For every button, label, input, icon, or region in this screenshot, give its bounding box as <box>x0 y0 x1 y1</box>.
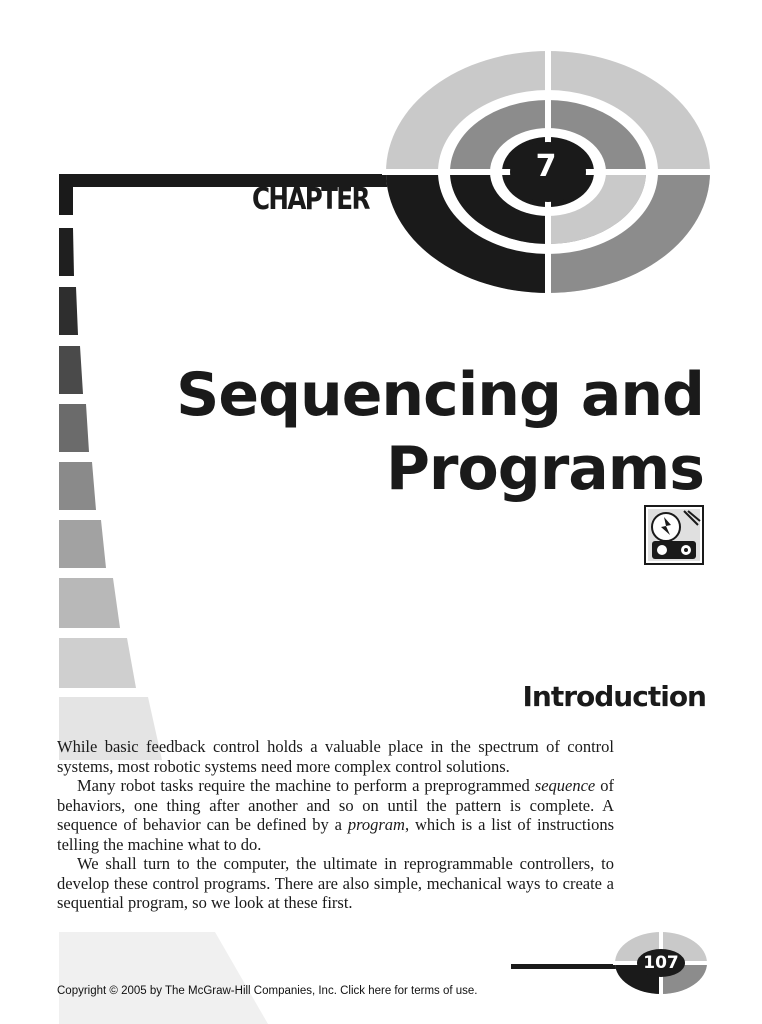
paragraph-3: We shall turn to the computer, the ultimate in reprogrammable controllers, to develop these control programs. There are also simple, mechanical ways to create a sequential program, so we look at these first. <box>57 854 614 912</box>
stripe-8 <box>59 638 136 688</box>
stripe-2 <box>59 287 78 335</box>
body-text <box>57 737 614 913</box>
paragraph-2 <box>57 776 614 854</box>
page-number: 107 <box>643 953 679 973</box>
paragraph-2-part-3: , which is a list of instructions telling the machine what to do. <box>57 815 614 854</box>
chapter-label: CHAPTER <box>252 182 369 217</box>
stripe-7 <box>59 578 120 628</box>
chapter-title-line-2: Programs <box>385 434 704 504</box>
chapter-number: 7 <box>535 149 557 184</box>
section-heading: Introduction <box>522 680 706 713</box>
paragraph-2-part-1: Many robot tasks require the machine to perform a preprogrammed <box>77 776 535 795</box>
paragraph-2-part-2: of behaviors, one thing after another and so on until the pattern is complete. A sequence of behavior can be defined by a <box>57 776 614 834</box>
chapter-title <box>176 358 704 506</box>
stripe-1 <box>59 228 74 276</box>
stripe-4 <box>59 404 89 452</box>
stripe-5 <box>59 462 96 510</box>
stripe-10 <box>59 932 268 1024</box>
term-sequence: sequence <box>534 776 596 795</box>
chapter-title-line-1: Sequencing and <box>176 360 704 430</box>
copyright-link[interactable]: Copyright © 2005 by The McGraw-Hill Companies, Inc. Click here for terms of use. <box>57 985 478 997</box>
term-program: program <box>347 815 405 834</box>
stripe-6 <box>59 520 106 568</box>
robot-icon <box>644 505 704 565</box>
paragraph-1: While basic feedback control holds a valuable place in the spectrum of control systems, most robotic systems need more complex control solutions. <box>57 737 614 776</box>
stripe-3 <box>59 346 83 394</box>
